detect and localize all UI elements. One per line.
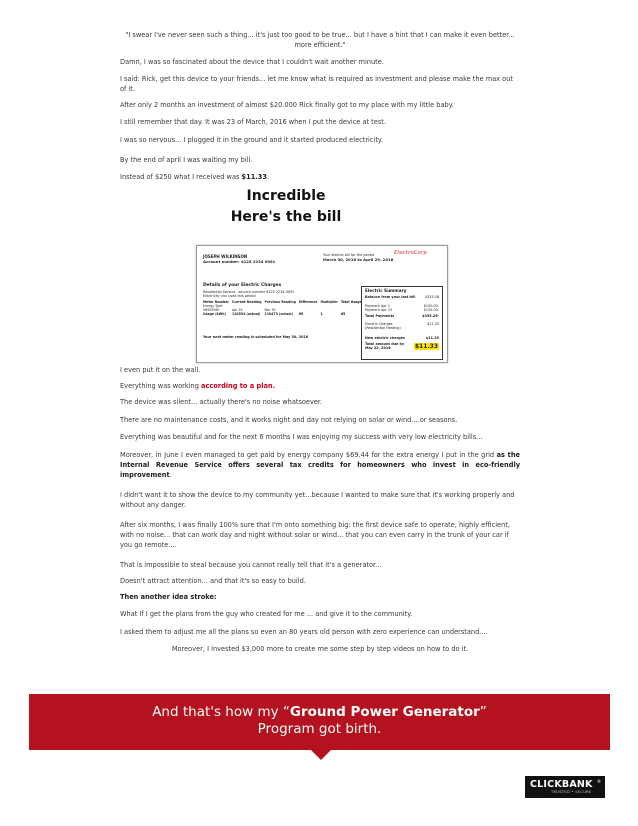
table-cell: Energy Type — [203, 304, 223, 308]
text-span: Instead of $250 what I received was — [120, 173, 242, 181]
summary-label: Payment Apr 1 — [365, 304, 391, 308]
banner-arrow-icon — [311, 750, 331, 760]
table-cell: 65 — [340, 312, 346, 316]
table-cell: 110473 (actual) — [264, 312, 293, 316]
bill-details-title: Details of your Electric Charges — [203, 283, 282, 288]
paragraph — [120, 450, 520, 480]
bold-emphasis: as the Internal Revenue Service offers several tax credits for homeowners who invest in eco-friendly improvement — [120, 451, 520, 479]
summary-label: Electric Charges (Residential Heating) — [365, 322, 401, 331]
banner-line-2: Program got birth. — [257, 721, 382, 737]
table-cell: 1 — [320, 312, 323, 316]
paragraph: Moreover, I invested $3,000 more to create me some step by step videos on how to do it. — [171, 645, 469, 653]
summary-row — [365, 308, 439, 312]
text-span: . — [266, 173, 270, 181]
text-span: Everything was working — [120, 382, 202, 390]
red-emphasis: according to a plan. — [201, 382, 276, 390]
table-cell: Apr 29 — [231, 308, 243, 312]
summary-label: Balance from your last bill — [365, 295, 416, 299]
summary-row — [365, 314, 439, 318]
paragraph: I didn't want it to show the device to my community yet...because I wanted to make sure that it's working properly and without any danger. — [120, 491, 515, 509]
bill-customer-name: JOSEPH WILKINSON — [203, 254, 248, 259]
summary-row — [365, 322, 439, 331]
text-span: ” — [479, 704, 487, 720]
amount-highlight: $11.33 — [241, 173, 267, 181]
summary-label: New electric charges — [365, 336, 405, 340]
summary-value: $100.00- — [423, 304, 439, 308]
paragraph: By the end of april I was waiting my bill. — [120, 156, 253, 164]
summary-value: $11.33 — [427, 322, 439, 326]
table-cell: Mar 30 — [264, 308, 276, 312]
summary-total-label: Total amount due by May 22, 2016 — [365, 342, 405, 351]
summary-label: Total Payments — [365, 314, 395, 318]
summary-row — [365, 336, 439, 340]
col-header: Difference — [298, 300, 318, 304]
col-header: Multiplier — [320, 300, 338, 304]
paragraph: Everything was beautiful and for the next 6 months I was enjoying my success with very low electricity bills... — [120, 433, 483, 441]
paragraph: That is impossible to steal because you cannot really tell that it's a generator... — [120, 561, 382, 569]
table-cell: V8925560 — [203, 308, 220, 312]
promo-banner — [29, 694, 610, 750]
col-header: Previous Reading — [264, 300, 296, 304]
summary-row — [365, 295, 439, 299]
table-row — [203, 312, 365, 316]
text-span: . — [169, 471, 172, 479]
quote-paragraph: "I swear I've never seen such a thing... it's just too good to be true... but I have a hint that I can make it even better... more efficient." — [125, 31, 515, 49]
heading-incredible: Incredible — [246, 188, 326, 204]
paragraph-bold: Then another idea stroke: — [120, 593, 217, 601]
clickbank-logo-text: CLICKBANK — [530, 779, 593, 790]
paragraph — [120, 381, 520, 391]
table-cell: 110534 (actual) — [231, 312, 261, 316]
table-cell: 65 — [298, 312, 304, 316]
table-header-row — [203, 300, 365, 304]
clickbank-tagline: TRUSTED • SECURE — [551, 790, 592, 794]
utility-logo: ElectroCorp — [394, 250, 427, 256]
col-header: Meter Number — [203, 300, 229, 304]
bill-details-sub: Residential Service - service number 6125 2234-0091 — [203, 290, 295, 294]
paragraph: There are no maintenance costs, and it works night and day not relying on solar or wind....or seasons. — [120, 416, 458, 424]
heading-bill: Here's the bill — [230, 209, 342, 225]
bill-next-reading: Your next meter reading is scheduled for May 30, 2016 — [203, 335, 309, 339]
text-span: Moreover, in June I even managed to get paid by energy company $69.44 for the extra energy I put in the grid — [120, 451, 497, 459]
bill-usage-table — [203, 300, 365, 316]
clickbank-badge — [525, 776, 605, 798]
bill-account-number: Account number: 4125 2234 0091 — [203, 259, 276, 264]
paragraph: Doesn't attract attention... and that it's so easy to build. — [120, 577, 306, 585]
bill-details-sub: Electricity you used this period — [203, 294, 256, 298]
paragraph — [120, 172, 520, 182]
paragraph: I asked them to adjust me all the plans so even an 80 years old person with zero experience can understand.... — [120, 628, 488, 636]
paragraph: The device was silent... actually there's no noise whatsoever. — [120, 398, 323, 406]
text-span: And that's how my “ — [152, 704, 290, 720]
paragraph: What If I get the plans from the guy who created for me ... and give it to the community. — [120, 610, 413, 618]
summary-title: Electric Summary — [365, 288, 407, 293]
col-header: Total Usage — [340, 300, 362, 304]
paragraph: I was so nervous... I plugged it in the ground and it started produced electricity. — [120, 136, 383, 144]
bill-period: March 30, 2016 to April 29, 2016 — [323, 257, 394, 262]
electric-summary-box — [361, 286, 443, 360]
summary-value: $335.26 — [424, 295, 439, 299]
summary-total-value — [414, 343, 439, 350]
paragraph: Damn, I was so fascinated about the device that I couldn't wait another minute. — [120, 58, 384, 66]
summary-value: $11.33 — [425, 336, 439, 340]
paragraph: I said: Rick, get this device to your friends... let me know what is required as investment and please make the max out of it. — [120, 75, 513, 93]
total-highlight: $11.33 — [414, 343, 438, 350]
paragraph: After six months, I was finally 100% sure that I'm onto something big: the first device safe to operate, highly efficient, with no noise... that can work day and night without solar or wind... that you can even carry in the trunk of your car if you go remote.... — [120, 521, 510, 549]
bill-period-label: Your electric bill for the period — [323, 253, 375, 257]
table-cell: Usage (kWh) — [203, 312, 227, 316]
summary-label: Payment Apr 15 — [365, 308, 393, 312]
registered-mark-icon: ® — [597, 779, 601, 784]
paragraph: After only 2 months an investment of almost $20.000 Rick finally got to my place with my little baby. — [120, 101, 454, 109]
banner-line-1 — [29, 704, 610, 721]
paragraph: I even put it on the wall. — [120, 366, 201, 374]
summary-value: $335.26- — [422, 314, 439, 318]
summary-value: $125.00- — [423, 308, 439, 312]
electric-bill-image — [196, 245, 448, 363]
col-header: Current Reading — [231, 300, 262, 304]
paragraph: I still remember that day. It was 23 of March, 2016 when I put the device at test. — [120, 118, 386, 126]
product-name: Ground Power Generator — [289, 704, 480, 720]
